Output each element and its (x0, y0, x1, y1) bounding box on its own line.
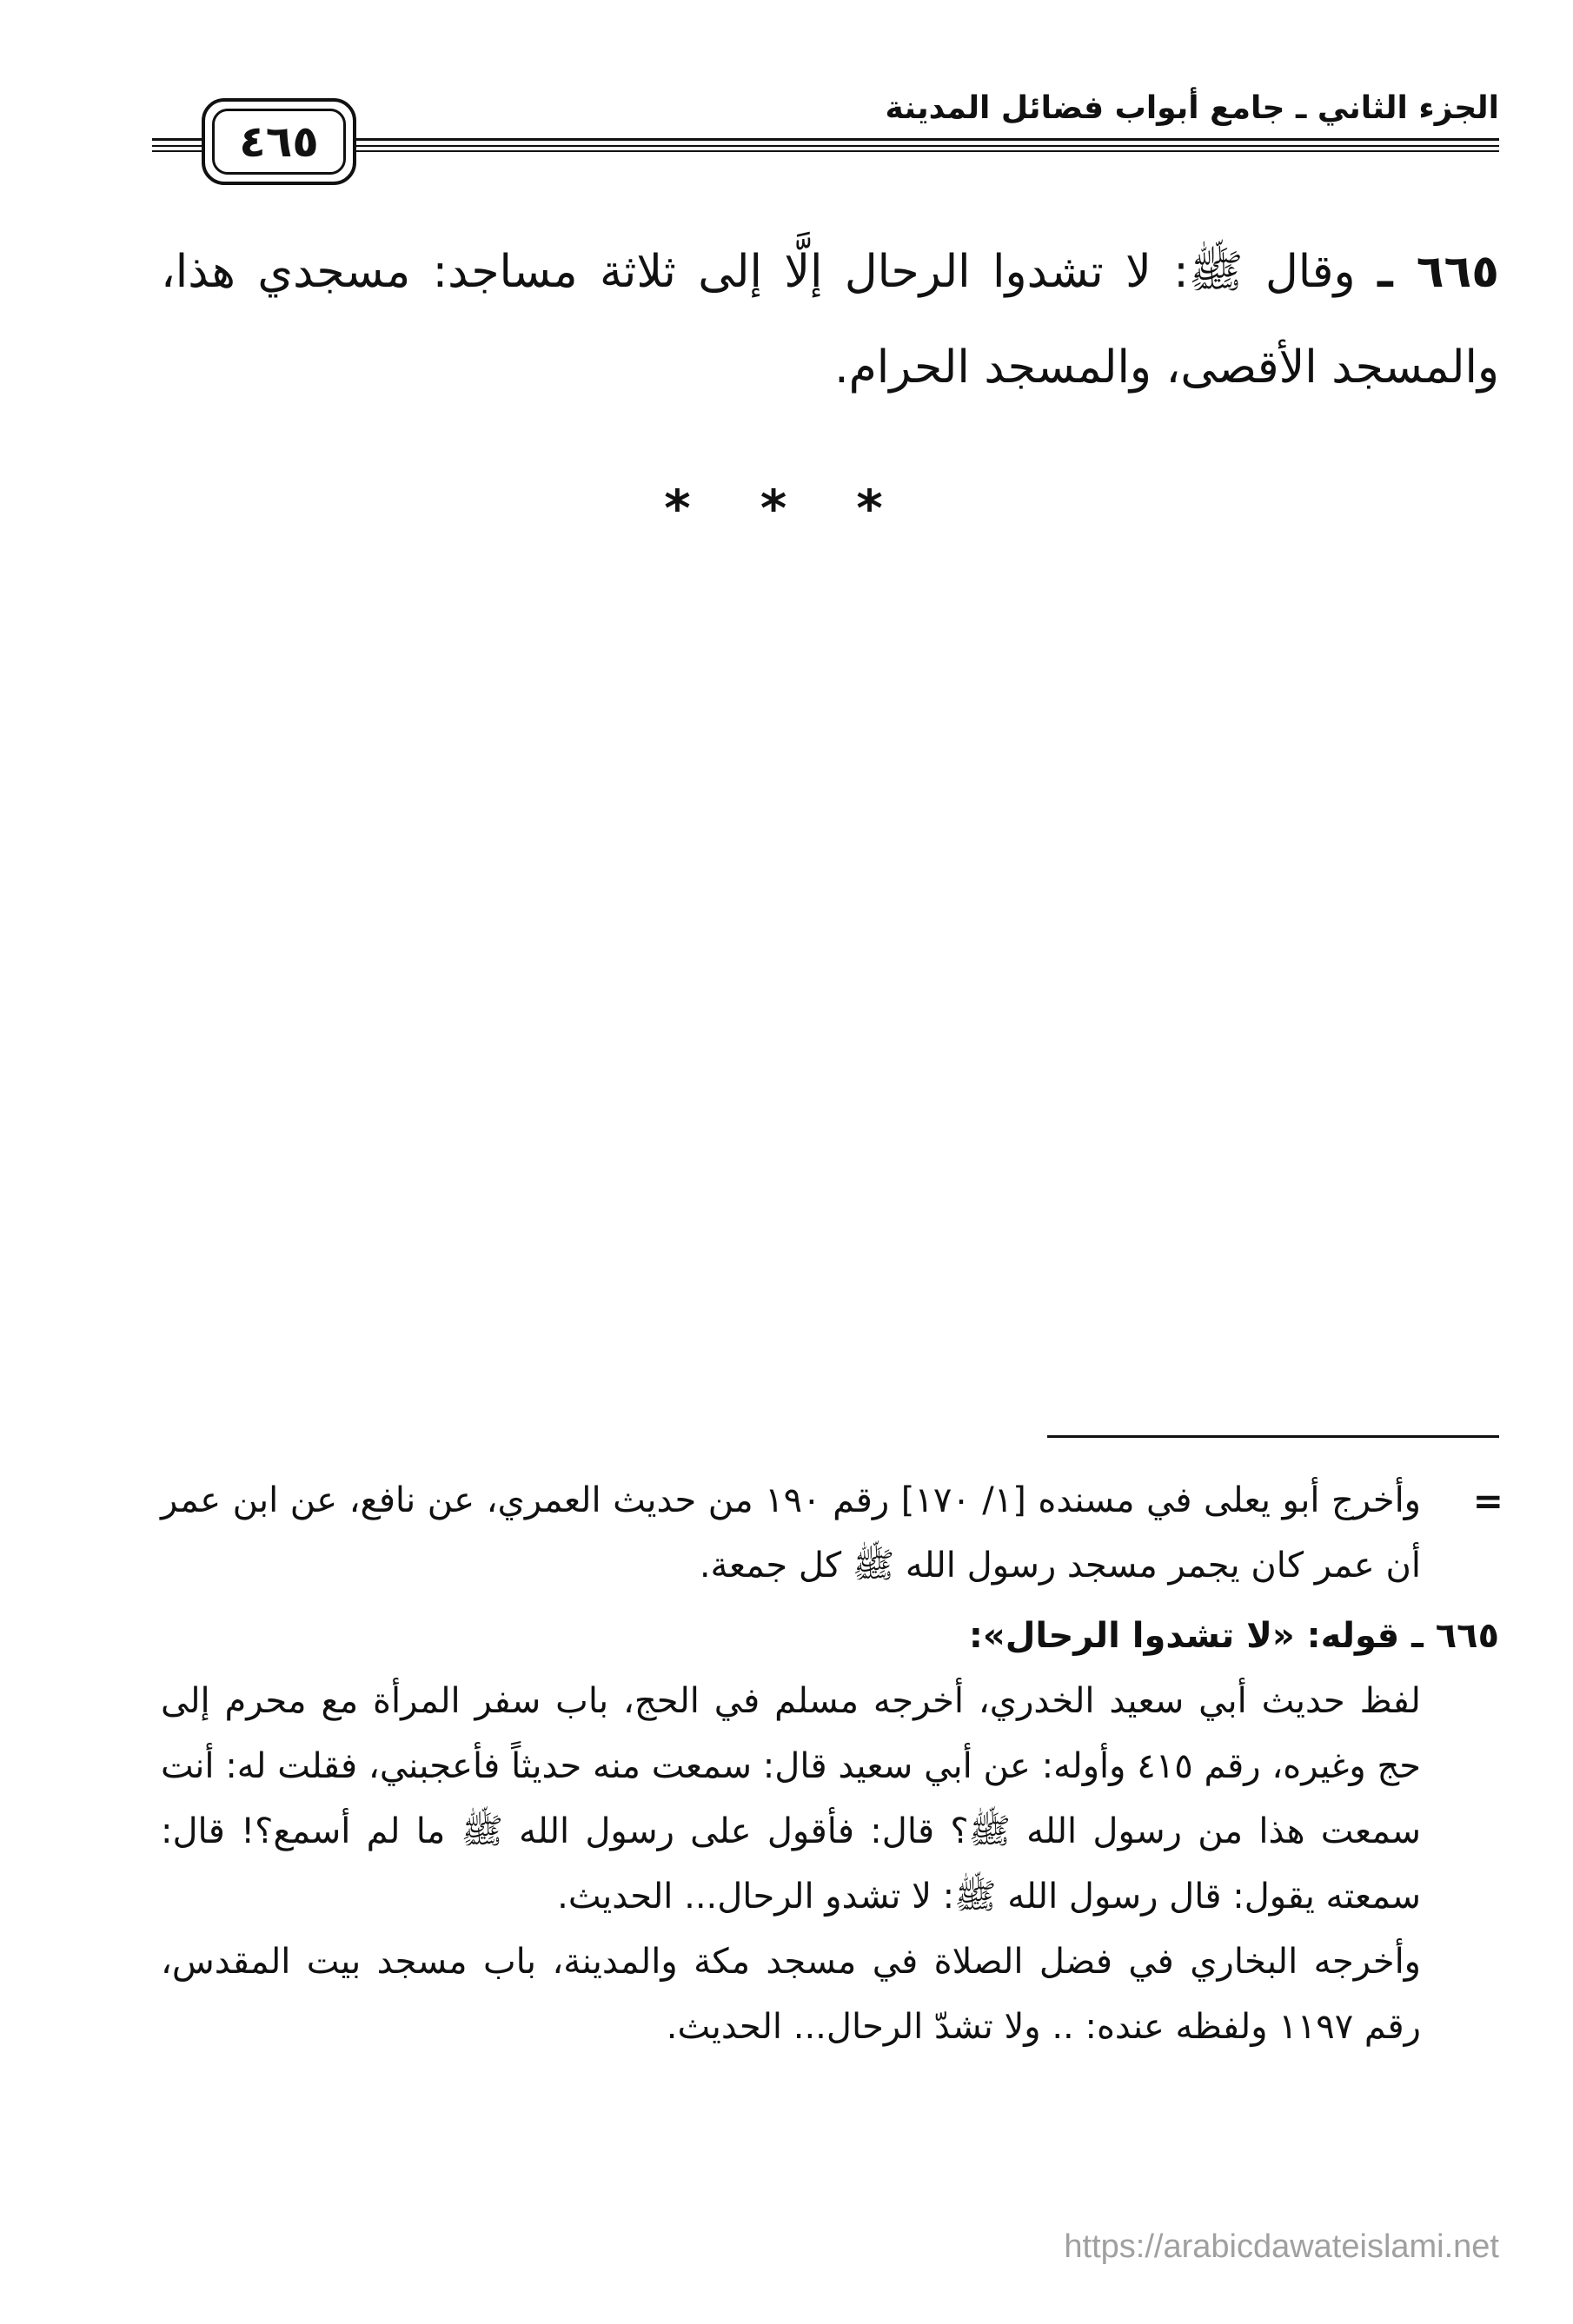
footnote-body (161, 1669, 1421, 2060)
footnote-heading: ٦٦٥ ـ قوله: «لا تشدوا الرحال»: (968, 1616, 1499, 1656)
watermark-url: https://arabicdawateislami.net (1064, 2228, 1499, 2265)
footnotes (161, 1468, 1503, 2060)
footnote-continued-text: وأخرج أبو يعلى في مسنده [١/ ١٧٠] رقم ١٩٠ من حديث العمري، عن نافع، عن ابن عمر أن عمر كان يجمر مسجد رسول الله ﷺ كل جمعة. (161, 1480, 1422, 1586)
hadith-text: وقال ﷺ: لا تشدوا الرحال إلَّا إلى ثلاثة مساجد: مسجدي هذا، والمسجد الأقصى، والمسجد الحرام. (161, 246, 1499, 394)
page-number-frame (202, 98, 356, 185)
footnote-paragraph: لفظ حديث أبي سعيد الخدري، أخرجه مسلم في الحج، باب سفر المرأة مع محرم إلى حج وغيره، رقم ٤١٥ وأوله: عن أبي سعيد قال: سمعت منه حديثاً فأعجبني، فقلت له: أنت سمعت هذا من رسول الله ﷺ؟ قال: فأقول على رسول الله ﷺ ما لم أسمع؟! قال: سمعته يقول: قال رسول الله ﷺ: لا تشدو الرحال... الحديث. (161, 1681, 1421, 1917)
footnote-paragraph: وأخرجه البخاري في فضل الصلاة في مسجد مكة والمدينة، باب مسجد بيت المقدس، رقم ١١٩٧ ولفظه عنده: .. ولا تشدّ الرحال... الحديث. (161, 1942, 1421, 2047)
running-title: الجزء الثاني ـ جامع أبواب فضائل المدينة (885, 90, 1499, 126)
footnote-rule (1047, 1435, 1499, 1438)
section-separator: * * * (664, 479, 909, 538)
continuation-mark: = (1472, 1480, 1503, 1522)
page-number: ٤٦٥ (212, 109, 346, 175)
footnote-continued (161, 1468, 1503, 1599)
main-text (161, 224, 1499, 415)
hadith-number: ٦٦٥ ـ (1377, 246, 1499, 298)
